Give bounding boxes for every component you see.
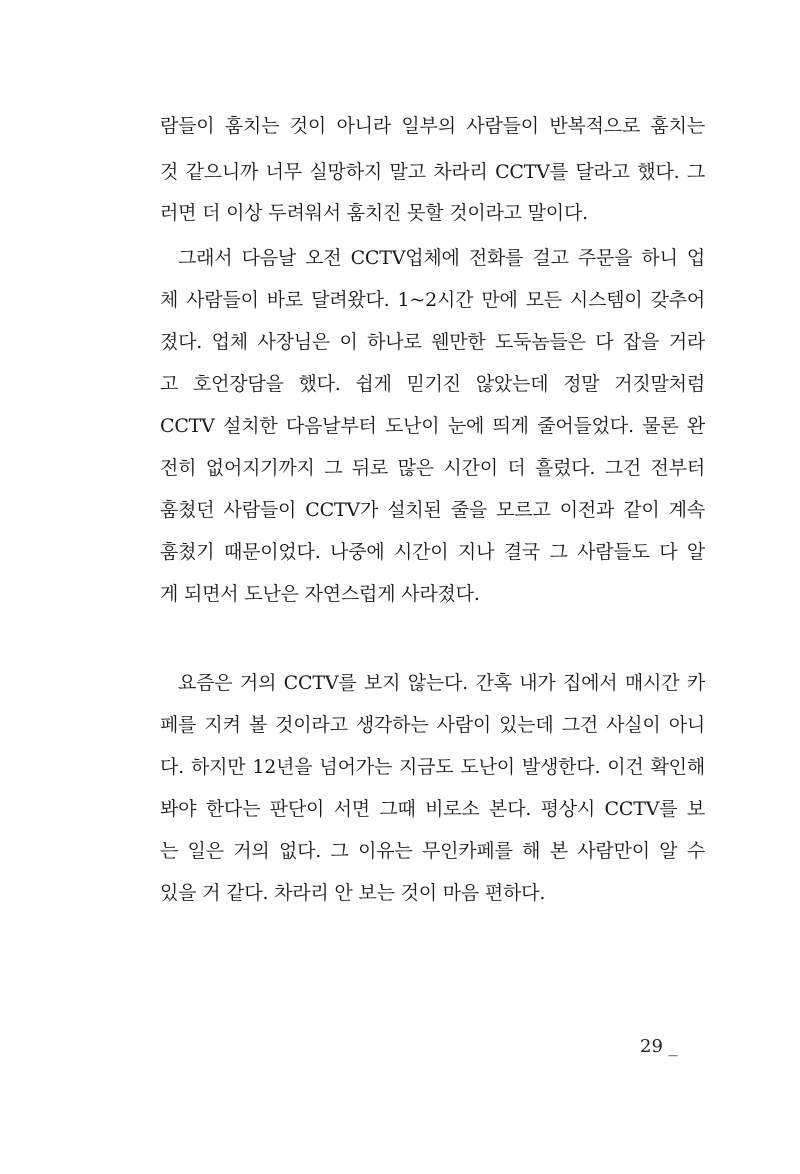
text-line: 러면 더 이상 두려워서 훔치진 못할 것이라고 말이다.: [160, 202, 588, 224]
text-line: 전히 없어지기까지 그 뒤로 많은 시간이 더 흘렀다. 그건 전부터: [160, 457, 705, 479]
page-number: 29 _: [640, 1036, 678, 1057]
text-line: CCTV 설치한 다음날부터 도난이 눈에 띄게 줄어들었다. 물론 완: [160, 415, 705, 437]
text-line: 있을 거 같다. 차라리 안 보는 것이 마음 편하다.: [160, 882, 546, 904]
text-line: 그래서 다음날 오전 CCTV업체에 전화를 걸고 주문을 하니 업: [178, 247, 705, 269]
text-line: 람들이 훔치는 것이 아니라 일부의 사람들이 반복적으로 훔치는: [160, 115, 705, 137]
text-line: 훔쳤기 때문이었다. 나중에 시간이 지나 결국 그 사람들도 다 알: [160, 541, 705, 563]
text-line: 고 호언장담을 했다. 쉽게 믿기진 않았는데 정말 거짓말처럼: [160, 373, 705, 395]
text-line: 다. 하지만 12년을 넘어가는 지금도 도난이 발생한다. 이건 확인해: [160, 756, 705, 778]
text-line: 졌다. 업체 사장님은 이 하나로 웬만한 도둑놈들은 다 잡을 거라: [160, 331, 705, 353]
text-line: 게 되면서 도난은 자연스럽게 사라졌다.: [160, 583, 480, 605]
text-line: 페를 지켜 볼 것이라고 생각하는 사람이 있는데 그건 사실이 아니: [160, 714, 705, 736]
text-line: 봐야 한다는 판단이 서면 그때 비로소 본다. 평상시 CCTV를 보: [160, 798, 705, 820]
text-line: 는 일은 거의 없다. 그 이유는 무인카페를 해 본 사람만이 알 수: [160, 840, 705, 862]
text-line: 것 같으니까 너무 실망하지 말고 차라리 CCTV를 달라고 했다. 그: [160, 161, 705, 183]
text-line: 훔쳤던 사람들이 CCTV가 설치된 줄을 모르고 이전과 같이 계속: [160, 499, 705, 521]
text-line: 체 사람들이 바로 달려왔다. 1~2시간 만에 모든 시스템이 갖추어: [160, 289, 705, 311]
text-line: 요즘은 거의 CCTV를 보지 않는다. 간혹 내가 집에서 매시간 카: [178, 672, 705, 694]
